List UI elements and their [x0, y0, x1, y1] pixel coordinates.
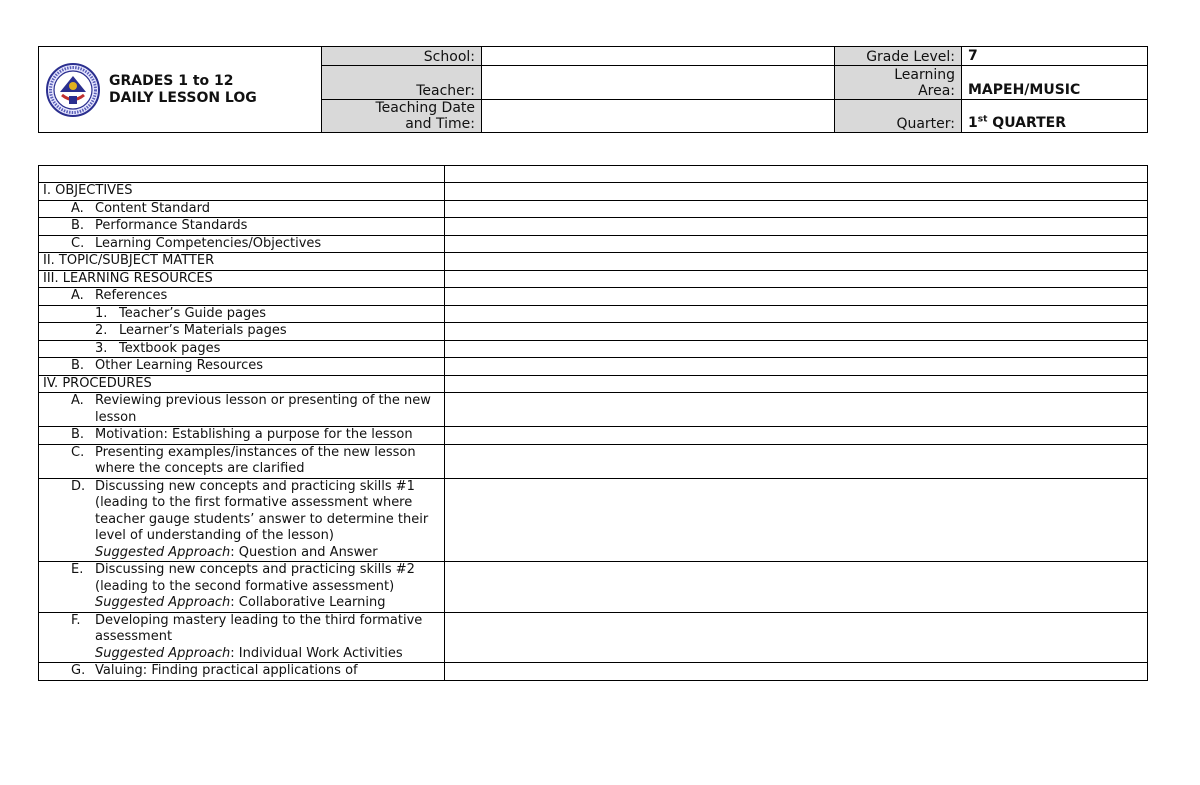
- quarter-value[interactable]: [962, 99, 1148, 132]
- table-row: [39, 340, 1148, 358]
- entry-cell[interactable]: [445, 323, 1148, 341]
- table-row: [39, 200, 1148, 218]
- teaching-date-label-line1: Teaching Date: [375, 100, 475, 116]
- teaching-date-field[interactable]: [482, 99, 835, 132]
- entry-cell[interactable]: [445, 253, 1148, 271]
- quarter-ordinal: st: [977, 114, 988, 125]
- learning-area-label-line2: Area:: [918, 82, 955, 99]
- row-marker: C.: [71, 235, 85, 251]
- entry-cell[interactable]: [445, 183, 1148, 201]
- row-textbook-pages: [39, 340, 445, 358]
- table-row: [39, 478, 1148, 562]
- approach-label: Suggested Approach: [95, 544, 231, 560]
- learning-area-value[interactable]: MAPEH/MUSIC: [962, 66, 1148, 99]
- row-text: Motivation: Establishing a purpose for the lesson: [95, 427, 413, 442]
- approach-label: Suggested Approach: [95, 645, 231, 661]
- row-content-standard: [39, 200, 445, 218]
- row-learning-competencies: [39, 235, 445, 253]
- row-marker: 3.: [95, 340, 108, 356]
- teacher-field[interactable]: [482, 66, 835, 99]
- row-text: Valuing: Finding practical applications of: [95, 663, 358, 678]
- approach-value: : Question and Answer: [230, 544, 378, 560]
- entry-cell[interactable]: [445, 444, 1148, 478]
- row-marker: E.: [71, 562, 84, 577]
- approach-value: : Individual Work Activities: [230, 645, 403, 661]
- lesson-log-table: [38, 165, 1148, 681]
- row-teachers-guide: [39, 305, 445, 323]
- entry-cell[interactable]: [445, 235, 1148, 253]
- entry-cell[interactable]: [445, 288, 1148, 306]
- row-marker: A.: [71, 393, 84, 408]
- row-marker: A.: [71, 288, 84, 303]
- entry-cell[interactable]: [445, 427, 1148, 445]
- row-references: [39, 288, 445, 306]
- row-text: Other Learning Resources: [95, 358, 264, 373]
- row-marker: C.: [71, 444, 85, 460]
- section-learning-resources: III. LEARNING RESOURCES: [39, 270, 445, 288]
- row-developing-mastery: [39, 612, 445, 663]
- row-valuing: [39, 663, 445, 681]
- table-row: [39, 288, 1148, 306]
- table-row: [39, 166, 1148, 183]
- row-text: Learning Competencies/Objectives: [95, 235, 322, 251]
- row-text: Discussing new concepts and practicing skills #2 (leading to the second formative assessment): [95, 562, 415, 594]
- entry-cell[interactable]: [445, 358, 1148, 376]
- table-row: [39, 183, 1148, 201]
- section-topic: II. TOPIC/SUBJECT MATTER: [39, 253, 445, 271]
- table-row: [39, 663, 1148, 681]
- row-text: Reviewing previous lesson or presenting of the new lesson: [95, 393, 431, 425]
- approach-value: : Collaborative Learning: [230, 595, 386, 610]
- grade-level-value[interactable]: 7: [962, 47, 1148, 66]
- row-marker: 2.: [95, 323, 108, 338]
- table-row: [39, 612, 1148, 663]
- row-text: Performance Standards: [95, 218, 248, 233]
- table-row: [39, 562, 1148, 613]
- entry-cell[interactable]: [445, 562, 1148, 613]
- deped-seal-icon: [45, 62, 101, 118]
- row-text: Teacher’s Guide pages: [119, 305, 267, 321]
- learning-area-label-line1: Learning: [894, 66, 955, 83]
- row-marker: D.: [71, 478, 86, 494]
- table-row: [39, 427, 1148, 445]
- row-performance-standards: [39, 218, 445, 236]
- table-row: [39, 323, 1148, 341]
- row-marker: 1.: [95, 305, 108, 321]
- row-discussing-skills-2: [39, 562, 445, 613]
- blank-cell[interactable]: [445, 166, 1148, 183]
- table-row: [39, 375, 1148, 393]
- document-title: [109, 73, 257, 107]
- row-text: Discussing new concepts and practicing skills #1 (leading to the first formative assessment where teacher gauge students’ answer to determine their level of understanding of the lesson): [95, 478, 429, 543]
- school-label: School:: [322, 47, 482, 66]
- section-objectives: I. OBJECTIVES: [39, 183, 445, 201]
- row-reviewing: [39, 393, 445, 427]
- row-discussing-skills-1: [39, 478, 445, 562]
- row-text: Presenting examples/instances of the new lesson where the concepts are clarified: [95, 444, 416, 476]
- row-text: References: [95, 288, 168, 303]
- logo-title-cell: [39, 47, 322, 133]
- teaching-date-label: [322, 99, 482, 132]
- title-line-2: DAILY LESSON LOG: [109, 89, 257, 106]
- blank-cell: [39, 166, 445, 183]
- row-marker: B.: [71, 218, 85, 233]
- table-row: [39, 305, 1148, 323]
- entry-cell[interactable]: [445, 478, 1148, 562]
- entry-cell[interactable]: [445, 663, 1148, 681]
- quarter-label: Quarter:: [835, 99, 962, 132]
- header-table: [38, 46, 1148, 133]
- entry-cell[interactable]: [445, 305, 1148, 323]
- row-text: Content Standard: [95, 200, 210, 216]
- table-row: [39, 358, 1148, 376]
- row-learners-materials: [39, 323, 445, 341]
- teaching-date-label-line2: and Time:: [405, 116, 475, 132]
- entry-cell[interactable]: [445, 218, 1148, 236]
- row-marker: B.: [71, 427, 85, 442]
- row-marker: A.: [71, 200, 84, 216]
- entry-cell[interactable]: [445, 612, 1148, 663]
- table-row: [39, 444, 1148, 478]
- table-row: [39, 270, 1148, 288]
- row-marker: G.: [71, 663, 86, 678]
- row-text: Learner’s Materials pages: [119, 323, 287, 338]
- row-marker: B.: [71, 358, 85, 373]
- entry-cell[interactable]: [445, 270, 1148, 288]
- teacher-label: Teacher:: [322, 66, 482, 99]
- section-procedures: IV. PROCEDURES: [39, 375, 445, 393]
- quarter-word: QUARTER: [987, 115, 1067, 131]
- row-marker: F.: [71, 612, 81, 628]
- table-row: [39, 235, 1148, 253]
- school-field[interactable]: [482, 47, 835, 66]
- entry-cell[interactable]: [445, 375, 1148, 393]
- entry-cell[interactable]: [445, 200, 1148, 218]
- table-row: [39, 218, 1148, 236]
- approach-label: Suggested Approach: [95, 595, 231, 610]
- row-text: Textbook pages: [119, 340, 221, 356]
- title-line-1: GRADES 1 to 12: [109, 72, 234, 89]
- grade-level-label: Grade Level:: [835, 47, 962, 66]
- entry-cell[interactable]: [445, 340, 1148, 358]
- learning-area-label: [835, 66, 962, 99]
- row-motivation: [39, 427, 445, 445]
- table-row: [39, 393, 1148, 427]
- row-text: Developing mastery leading to the third formative assessment: [95, 612, 423, 644]
- entry-cell[interactable]: [445, 393, 1148, 427]
- table-row: [39, 253, 1148, 271]
- quarter-number: 1: [968, 115, 978, 131]
- row-presenting-examples: [39, 444, 445, 478]
- row-other-resources: [39, 358, 445, 376]
